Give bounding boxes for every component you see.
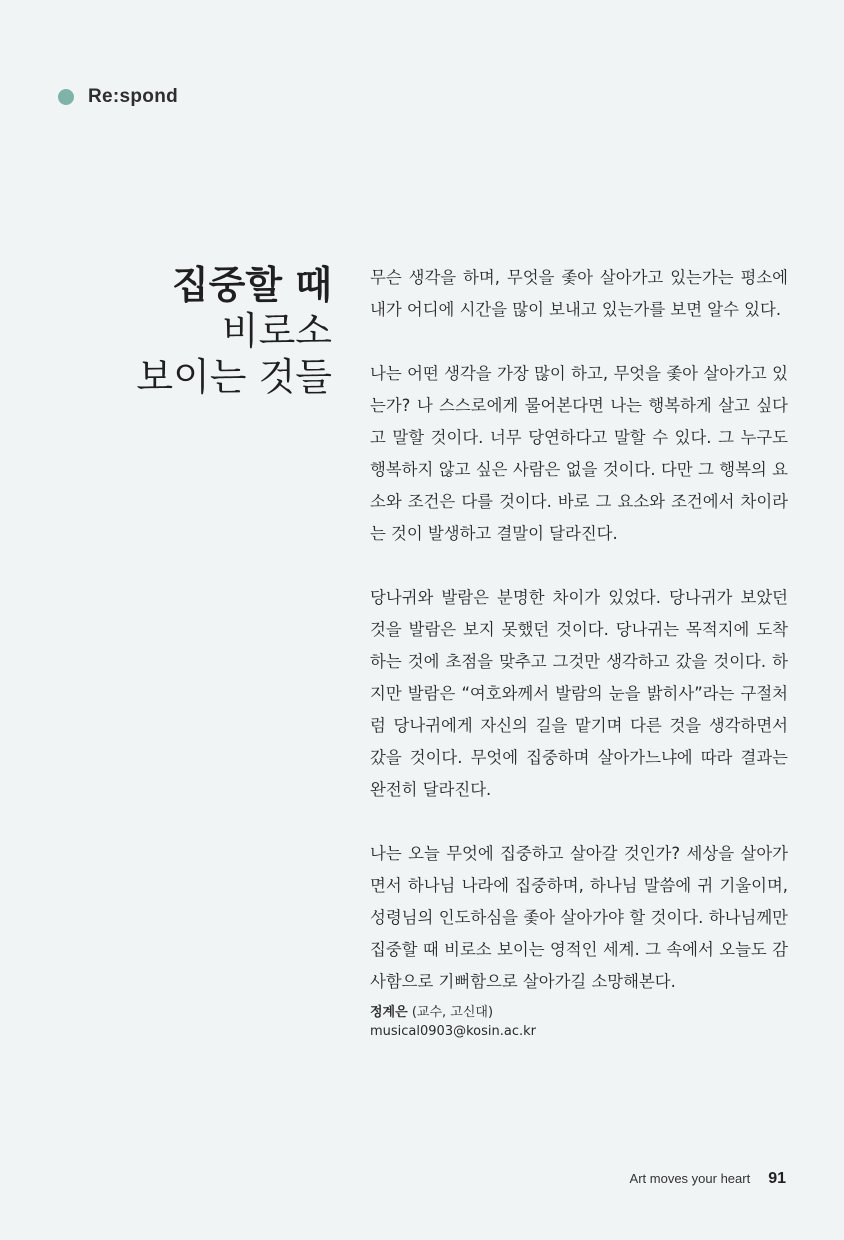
title-line-2: 비로소 bbox=[221, 309, 332, 353]
body-paragraph-2: 나는 어떤 생각을 가장 많이 하고, 무엇을 좇아 살아가고 있는가? 나 스스로에게 물어본다면 나는 행복하게 살고 싶다고 말할 것이다. 너무 당연하다고 말할 수 있다. 그 누구도 행복하지 않고 싶은 사람은 없을 것이다. 다만 그 행복의 요소와 조건은 다를 것이다. 바로 그 요소와 조건에서 차이라는 것이 발생하고 결말이 달라진다. bbox=[370, 364, 788, 543]
page-number: 91 bbox=[768, 1170, 786, 1187]
body-paragraph-3: 당나귀와 발람은 분명한 차이가 있었다. 당나귀가 보았던 것을 발람은 보지 못했던 것이다. 당나귀는 목적지에 도착하는 것에 초점을 맞추고 그것만 생각하고 갔을 것이다. 하지만 발람은 “여호와께서 발람의 눈을 밝히사”라는 구절처럼 당나귀에게 자신의 길을 맡기며 다른 것을 생각하면서 갔을 것이다. 무엇에 집중하며 살아가느냐에 따라 결과는 완전히 달라진다. bbox=[370, 588, 788, 799]
section-dot-icon bbox=[58, 89, 74, 105]
article-body bbox=[370, 262, 788, 1030]
body-paragraph-4: 나는 오늘 무엇에 집중하고 살아갈 것인가? 세상을 살아가면서 하나님 나라에 집중하며, 하나님 말씀에 귀 기울이며, 성령님의 인도하심을 좇아 살아가야 할 것이다. 하나님께만 집중할 때 비로소 보이는 영적인 세계. 그 속에서 오늘도 감사함으로 기뻐함으로 살아가길 소망해본다. bbox=[370, 844, 788, 991]
article-title bbox=[136, 262, 332, 400]
author-line bbox=[370, 1003, 536, 1022]
author-byline bbox=[370, 1003, 536, 1041]
body-paragraph-1: 무슨 생각을 하며, 무엇을 좇아 살아가고 있는가는 평소에 내가 어디에 시간을 많이 보내고 있는가를 보면 알수 있다. bbox=[370, 268, 788, 319]
title-line-3: 보이는 것들 bbox=[136, 355, 332, 399]
title-line-1: 집중할 때 bbox=[171, 262, 332, 307]
footer-tagline: Art moves your heart bbox=[629, 1171, 751, 1186]
section-header bbox=[58, 86, 178, 108]
author-name: 정계은 bbox=[370, 1005, 408, 1020]
section-label: Re:spond bbox=[88, 86, 179, 107]
page-footer bbox=[630, 1170, 786, 1188]
author-email: musical0903@kosin.ac.kr bbox=[370, 1024, 536, 1039]
author-affiliation: (교수, 고신대) bbox=[411, 1005, 494, 1020]
